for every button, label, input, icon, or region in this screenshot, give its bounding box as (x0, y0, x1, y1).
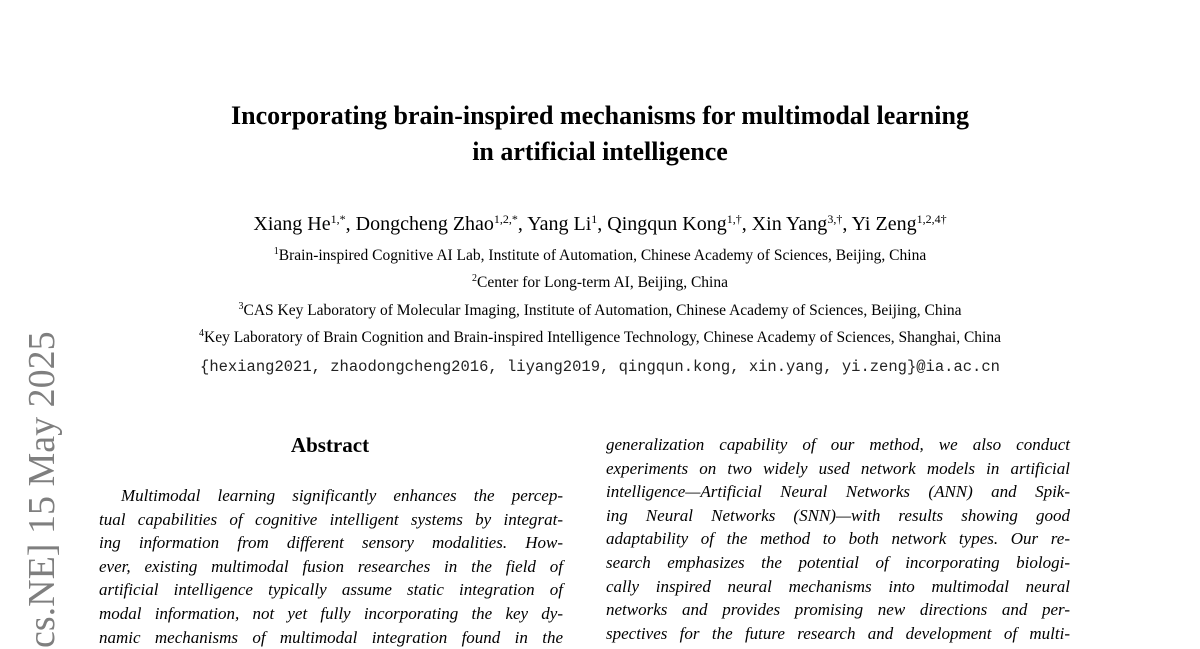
affiliation-text: Key Laboratory of Brain Cognition and Brain-inspired Intelligence Technology, Chinese Academy of Sciences, Shanghai, China (204, 329, 1001, 346)
affiliation-mark: 1 (273, 246, 279, 257)
abstract-line: generalization capability of our method, we also conduct (606, 435, 1070, 454)
author-mark: 1 (591, 212, 598, 226)
abstract-line: ing information from different sensory modalities. How- (99, 533, 563, 553)
arxiv-stamp-text: cs.NE] 15 May 2025 (21, 331, 63, 648)
affiliation-2 (100, 273, 1100, 293)
abstract-line: tual capabilities of cognitive intelligent systems by integrat- (99, 509, 563, 529)
abstract-line: spectives for the future research and development of multi- (606, 623, 1070, 643)
paper-title (150, 98, 1050, 170)
author-name: Yang Li (527, 213, 592, 235)
abstract-line: cally inspired neural mechanisms into multimodal neural (606, 576, 1070, 596)
abstract-heading: Abstract (290, 433, 370, 457)
abstract-line: ever, existing multimodal fusion researches in the field of (99, 556, 563, 576)
affiliation-mark: 4 (199, 328, 205, 339)
author-name: Yi Zeng (851, 213, 917, 235)
abstract-line: ing Neural Networks (SNN)—with results showing good (606, 505, 1070, 525)
affiliation-1 (100, 246, 1100, 266)
abstract-line: intelligence—Artificial Neural Networks (ANN) and Spik- (606, 482, 1070, 502)
affiliation-4 (100, 328, 1100, 348)
abstract-line: modal information, not yet fully incorporating the key dy- (99, 603, 563, 623)
affiliation-mark: 3 (238, 301, 244, 312)
abstract-line: namic mechanisms of multimodal integration found in the (99, 627, 563, 647)
affiliation-text: CAS Key Laboratory of Molecular Imaging, Institute of Automation, Chinese Academy of Sciences, Beijing, China (243, 302, 962, 319)
affiliation-mark: 2 (472, 273, 478, 284)
author-emails: {hexiang2021, zhaodongcheng2016, liyang2019, qingqun.kong, xin.yang, yi.zeng}@ia.ac.cn (200, 358, 1000, 376)
abstract-line: Multimodal learning significantly enhances the percep- (121, 486, 563, 505)
affiliation-3 (100, 301, 1100, 321)
affiliation-text: Center for Long-term AI, Beijing, China (477, 274, 728, 291)
author-list: Xiang $He^{1,*}$, Dongcheng Zhao$^{1,2,*}$, Yang Li$^1$, Qingqun Kong$^{1,\dagger}$, Xin Yang$^{3,\dagger}$, Yi Zeng$^{1,2,4\dagger}$ (253, 212, 947, 235)
author-mark: 1,† (726, 212, 742, 226)
author-name: Qingqun Kong (607, 213, 727, 235)
author-name: Xiang He (253, 213, 331, 235)
author-mark: 1,2,* (493, 212, 518, 226)
author-mark: 1,* (330, 212, 346, 226)
abstract-line: adaptability of the method to both network types. Our re- (606, 529, 1070, 549)
author-name: Dongcheng Zhao (355, 213, 494, 235)
abstract-line: experiments on two widely used network models in artificial (606, 458, 1070, 478)
abstract-left-column (99, 484, 563, 649)
affiliation-text: Brain-inspired Cognitive AI Lab, Institute of Automation, Chinese Academy of Sciences, Beijing, China (278, 247, 927, 264)
arxiv-side-stamp (12, 308, 72, 648)
abstract-line: networks and provides promising new directions and per- (606, 600, 1070, 620)
author-name: Xin Yang (751, 213, 828, 235)
abstract-line: search emphasizes the potential of incorporating biologi- (606, 552, 1070, 572)
title-line-2: in artificial intelligence (472, 137, 728, 166)
abstract-right-column (606, 433, 1070, 645)
author-mark: 3,† (827, 212, 843, 226)
title-line-1: Incorporating brain-inspired mechanisms for multimodal learning (231, 101, 969, 130)
author-mark: 1,2,4† (916, 212, 947, 226)
abstract-line: artificial intelligence typically assume static integration of (99, 580, 563, 600)
